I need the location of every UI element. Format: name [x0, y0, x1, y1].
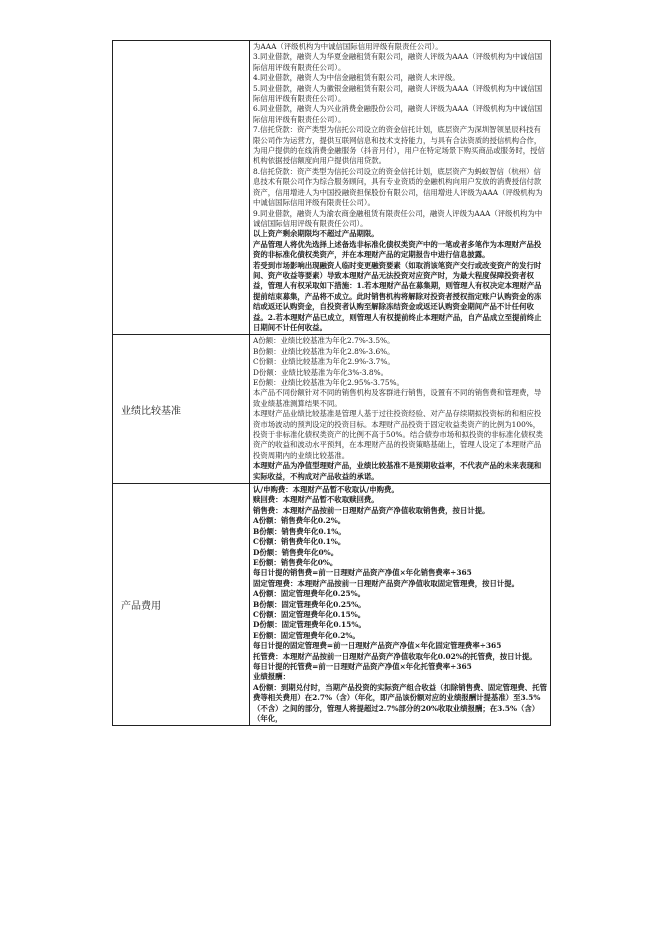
paragraph: 每日计提的销售费=前一日理财产品资产净值×年化销售费率÷365 — [253, 568, 472, 578]
paragraph: 业绩报酬： — [253, 672, 290, 682]
paragraph: A份额：业绩比较基准为年化2.7%-3.5%。 — [253, 336, 395, 346]
paragraph: 以上资产剩余期限均不超过产品期限。 — [253, 229, 379, 239]
paragraph: 本理财产品为净值型理财产品，业绩比较基准不是预期收益率，不代表产品的未来表现和实际收益，不构成对产品收益的承诺。 — [253, 461, 542, 481]
paragraph: 若受到市场影响出现融资人临时变更融资要素（如取消该笔资产交行或改变资产的发行时间、资产收益等要素）导致本理财产品无法投资对应资产时，为最大程度保障投资者权益，管理人有权采取如下措施：1.若本理财产品在募集期，则管理人有权决定本理财产品提前结束募集，产品将不成立。此时销售机构将解除对投资者授权指定账户认购资金的冻结或返还认购资金，自投资者认购至解除冻结资金或返还认购资金期间产品不计任何收益。2.若本理财产品已成立，则管理人有权提前终止本理财产品，自产品成立至提前终止日期间不计任何收益。 — [253, 260, 542, 332]
paragraph: 认/申购费：本理财产品暂不收取认/申购费。 — [253, 485, 399, 495]
table-row — [113, 335, 551, 484]
paragraph: 8.信托贷款：资产类型为信托公司设立的资金信托计划，底层资产为蚂蚁智信（杭州）信息技术有限公司作为综合服务顾问，具有专业资质的金融机构向用户发放的消费授信付款资产，信用增进人为中国投融资担保股份有限公司，信用增进人评级为AAA（评级机构为中诚信国际信用评级有限责任公司）。 — [253, 166, 543, 208]
paragraph: 托管费：本理财产品按前一日理财产品资产净值收取年化0.02%的托管费，按日计提。 — [253, 651, 537, 661]
paragraph: 固定管理费：本理财产品按前一日理财产品资产净值收取固定管理费，按日计提。 — [253, 578, 520, 588]
paragraph: A份额：销售费年化0.2%。 — [253, 516, 346, 526]
paragraph: D份额：销售费年化0%。 — [253, 547, 339, 557]
row-label: 业绩比较基准 — [113, 335, 250, 484]
paragraph: 6.同业借款，融资人为兴业消费金融股份公司，融资人评级为AAA（评级机构为中诚信国际信用评级有限责任公司）。 — [253, 104, 543, 124]
table-row — [113, 484, 551, 726]
paragraph: 9.同业借款，融资人为渝农商金融租赁有限责任公司，融资人评级为AAA（评级机构为中诚信国际信用评级有限责任公司）。 — [253, 208, 543, 228]
paragraph: A份额：固定管理费年化0.25%。 — [253, 589, 366, 599]
paragraph: 为AAA（评级机构为中诚信国际信用评级有限责任公司）。 — [253, 42, 443, 51]
paragraph: C份额：销售费年化0.1%。 — [253, 537, 346, 547]
paragraph: B份额：固定管理费年化0.25%。 — [253, 599, 366, 609]
paragraph: C份额：固定管理费年化0.15%。 — [253, 609, 366, 619]
paragraph: C份额：业绩比较基准为年化2.9%-3.7%。 — [253, 357, 395, 367]
paragraph: 3.同业借款，融资人为华夏金融租赁有限公司，融资人评级为AAA（评级机构为中诚信国际信用评级有限责任公司）。 — [253, 52, 543, 72]
paragraph: D份额：固定管理费年化0.15%。 — [253, 620, 366, 630]
paragraph: E份额：销售费年化0%。 — [253, 557, 338, 567]
paragraph: B份额：销售费年化0.1%。 — [253, 526, 346, 536]
paragraph: D份额：业绩比较基准为年化3%-3.8%。 — [253, 367, 389, 377]
table-row — [113, 41, 551, 335]
paragraph: 本产品不同份额针对不同的销售机构及客群进行销售，设置有不同的销售费和管理费，导致业绩基准测算结果不同。 — [253, 388, 542, 408]
paragraph: 5.同业借款，融资人为徽银金融租赁有限公司，融资人评级为AAA（评级机构为中诚信国际信用评级有限责任公司）。 — [253, 83, 543, 104]
paragraph: 赎回费：本理财产品暂不收取赎回费。 — [253, 495, 379, 505]
paragraph: E份额：业绩比较基准为年化2.95%-3.75%。 — [253, 378, 404, 387]
paragraph: E份额：固定管理费年化0.2%。 — [253, 630, 360, 640]
paragraph: B份额：业绩比较基准为年化2.8%-3.6%。 — [253, 346, 395, 356]
paragraph: 本理财产品业绩比较基准是管理人基于过往投资经验、对产品存续期拟投资标的和相应投资市场波动的预判设定的投资目标。本理财产品投资于固定收益类资产的比例为100%，投资于非标准化债权类资产的比例不高于50%。结合债券市场和拟投资的非标准化债权类资产的收益和波动水平预判，在本理财产品的投资策略基础上，管理人设定了本理财产品投资周期内的业绩比较基准。 — [253, 409, 543, 460]
paragraph: 每日计提的托管费=前一日理财产品资产净值×年化托管费率÷365 — [253, 661, 472, 671]
paragraph: 销售费：本理财产品按前一日理财产品资产净值收取销售费，按日计提。 — [253, 505, 490, 515]
row-label — [113, 41, 250, 335]
paragraph: 每日计提的固定管理费=前一日理财产品资产净值×年化固定管理费率÷365 — [253, 641, 502, 651]
row-content — [250, 335, 551, 484]
row-label: 产品费用 — [113, 484, 250, 726]
paragraph: A份额：到期兑付时，当期产品投资的实际资产组合收益（扣除销售费、固定管理费、托管费等相关费用）在2.7%（含）（年化，即产品该份额对应的业绩报酬计提基准）至3.5%（不含）之间的部分，管理人将提超过2.7%部分的20%收取业绩报酬；在3.5%（含）（年化， — [253, 682, 547, 723]
row-content — [250, 484, 551, 726]
paragraph: 4.同业借款，融资人为中信金融租赁有限公司，融资人未评级。 — [253, 73, 460, 83]
row-content — [250, 41, 551, 335]
paragraph: 产品管理人将优先选择上述备选非标准化债权类资产中的一笔或者多笔作为本理财产品投资的非标准化债权类资产，并在本理财产品的定期报告中进行信息披露。 — [253, 239, 542, 260]
document-table — [112, 40, 551, 726]
paragraph: 7.信托贷款：资产类型为信托公司设立的资金信托计划，底层资产为深圳智领星辰科技有限公司作为运营方，提供互联网信息和技术支持能力，与具有合法资质的授信机构合作，为用户提供的在线消费金融服务（抖音月付），用户在特定场景下购买商品或服务时，授信机构依据授信额度向用户提供信用贷款。 — [253, 125, 545, 166]
